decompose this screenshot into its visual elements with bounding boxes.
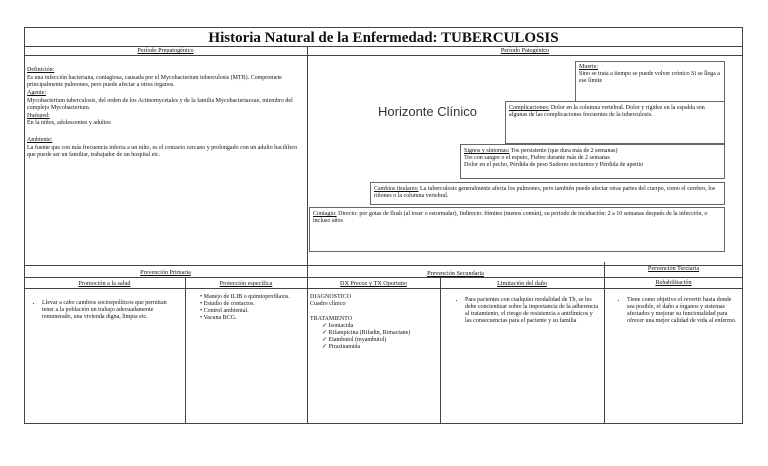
primary-prevention-header: Prevención Primaria bbox=[140, 269, 191, 276]
health-promotion-header: Promoción a la salud bbox=[78, 280, 131, 287]
secondary-tertiary-divider bbox=[604, 262, 605, 424]
primary-column-divider bbox=[185, 277, 186, 424]
death-text: Sino se trata a tiempo se puede volver crónico Si se llega a ese límite bbox=[579, 71, 720, 84]
page-title: Historia Natural de la Enfermedad: TUBERCULOSIS bbox=[208, 30, 559, 46]
host-label: Huésped: bbox=[27, 113, 50, 119]
symptoms-line-1: Tos persistente (que dura más de 2 semanas) bbox=[510, 148, 618, 154]
prevention-subheader-divider bbox=[24, 288, 743, 289]
damage-limitation-content bbox=[455, 297, 600, 325]
list-item: ✓ Pirazinamida bbox=[322, 344, 361, 350]
rehabilitation-content bbox=[617, 297, 739, 325]
contagion-label: Contagio: bbox=[313, 211, 337, 217]
list-item: • Control ambiental. bbox=[200, 308, 249, 314]
period-header-divider bbox=[24, 55, 743, 56]
tissue-changes-box bbox=[370, 182, 725, 205]
rehabilitation-header: Rehabilitación bbox=[655, 279, 692, 286]
period-column-divider bbox=[307, 46, 308, 265]
early-dx-header: DX Precoz y TX Oportuno bbox=[340, 280, 407, 287]
list-item: • Tiene como objetivo el revertir hasta donde sea posible, el daño a órganos y sistemas afectados y mejorar su funcionalidad para ofrecer una mejor calidad de vida al enfermo. bbox=[627, 297, 739, 325]
treatment-list bbox=[310, 323, 438, 351]
prevention-header-divider bbox=[24, 277, 743, 278]
list-item: • Estudio de contactos. bbox=[200, 301, 255, 307]
damage-limitation-header: Limitación del daño bbox=[497, 280, 547, 287]
list-item: • Llevar a cabo cambios socioepolíticos que permitan tener a la población un trabajo adecuadamente remunerado, una vivienda digna, limpia etc. bbox=[42, 300, 177, 321]
prepatogenic-header: Período Prepatogénico bbox=[137, 47, 194, 54]
specific-protection-header: Protección específica bbox=[219, 280, 273, 287]
treatment-label: TRATAMIENTO bbox=[310, 316, 353, 322]
clinical-picture: Cuadro clínico bbox=[310, 301, 346, 307]
death-label: Muerte: bbox=[579, 64, 598, 70]
clinical-horizon-label: Horizonte Clínico bbox=[378, 104, 477, 119]
early-dx-content bbox=[310, 294, 438, 351]
primary-secondary-divider bbox=[307, 265, 308, 424]
health-promotion-content bbox=[32, 300, 177, 321]
tissue-changes-label: Cambios tisulares: bbox=[374, 186, 419, 192]
secondary-column-divider bbox=[440, 277, 441, 424]
symptoms-box bbox=[460, 144, 725, 179]
symptoms-line-2: Tos con sangre o el esputo, Fiebre durante más de 2 semanas bbox=[464, 155, 610, 161]
definition-label: Definición: bbox=[27, 67, 55, 73]
death-box bbox=[575, 61, 725, 102]
host-text: En la niños, adolescentes y adultos bbox=[27, 120, 111, 126]
definition-text: Es una infección bacteriana, contagiosa, causada por el Mycobacterium tuberculosis (MTB). Compromete principalmente pulmones, pero puede afectar a otros órganos. bbox=[27, 75, 282, 88]
contagion-box bbox=[309, 207, 725, 252]
complications-label: Complicaciones: bbox=[509, 105, 550, 111]
list-item: ✓ Rifampicina (Rifadin, Rimactane) bbox=[322, 330, 411, 336]
list-item: ✓ Isoniacida bbox=[322, 323, 354, 329]
tertiary-prevention-header: Prevención Terciaria bbox=[647, 265, 700, 272]
list-item: • Para pacientes con cualquier modalidad de Tb, se les debe concientizar sobre la importancia de la adherencia al tratamiento, el riesgo de resistencia a antifímicos y las consecuencias para el paciente y su familia bbox=[465, 297, 600, 325]
complications-box bbox=[505, 101, 725, 144]
contagion-text: Directo: por gotas de flush (al toser o estornudar), Indirecto: fómites (menos común), su periodo de incubación: 2 a 10 semanas después de la infección, o incluso años bbox=[313, 211, 708, 224]
pathogenic-header: Período Patogénico bbox=[500, 47, 550, 54]
agent-label: Agente: bbox=[27, 90, 46, 96]
agent-text: Mycobacterium tuberculosis, del orden de los Actinomycetales y de la familia Mycobacteriaceae, miembro del complejo Mycobacterium. bbox=[27, 98, 293, 111]
list-item: • Manejo de ILIB o quimioprofilaxis. bbox=[200, 294, 290, 300]
tissue-changes-text: La tuberculosis generalmente afecta los pulmones, pero también puede afectar otras partes del cuerpo, como el cerebro, los riñones o la columna vertebral. bbox=[374, 186, 716, 199]
specific-protection-content bbox=[200, 294, 305, 322]
definition-section bbox=[27, 67, 302, 159]
diagnosis-label: DIAGNOSTICO bbox=[310, 294, 351, 300]
complications-text: Dolor en la columna vertebral. Dolor y rigidez en la espalda son algunas de las complicaciones frecuentes de la tuberculosis. bbox=[509, 105, 705, 118]
secondary-prevention-header: Prevención Secundaria bbox=[427, 270, 484, 277]
environment-label: Ambiente: bbox=[27, 137, 53, 143]
symptoms-label: Signos y síntomas: bbox=[464, 148, 510, 154]
symptoms-line-3: Dolor en el pecho, Pérdida de peso Sudores nocturnos y Pérdida de apetito bbox=[464, 162, 644, 168]
list-item: ✓ Etambutol (myambutol) bbox=[322, 337, 387, 343]
list-item: • Vacuna BCG. bbox=[200, 315, 237, 321]
environment-text: La fuente que con más frecuencia infecta a un niño, es el contacto cercano y prolongado con un adulto bacilífero que puede ser un familiar, trabajador de un hospital etc. bbox=[27, 145, 298, 158]
